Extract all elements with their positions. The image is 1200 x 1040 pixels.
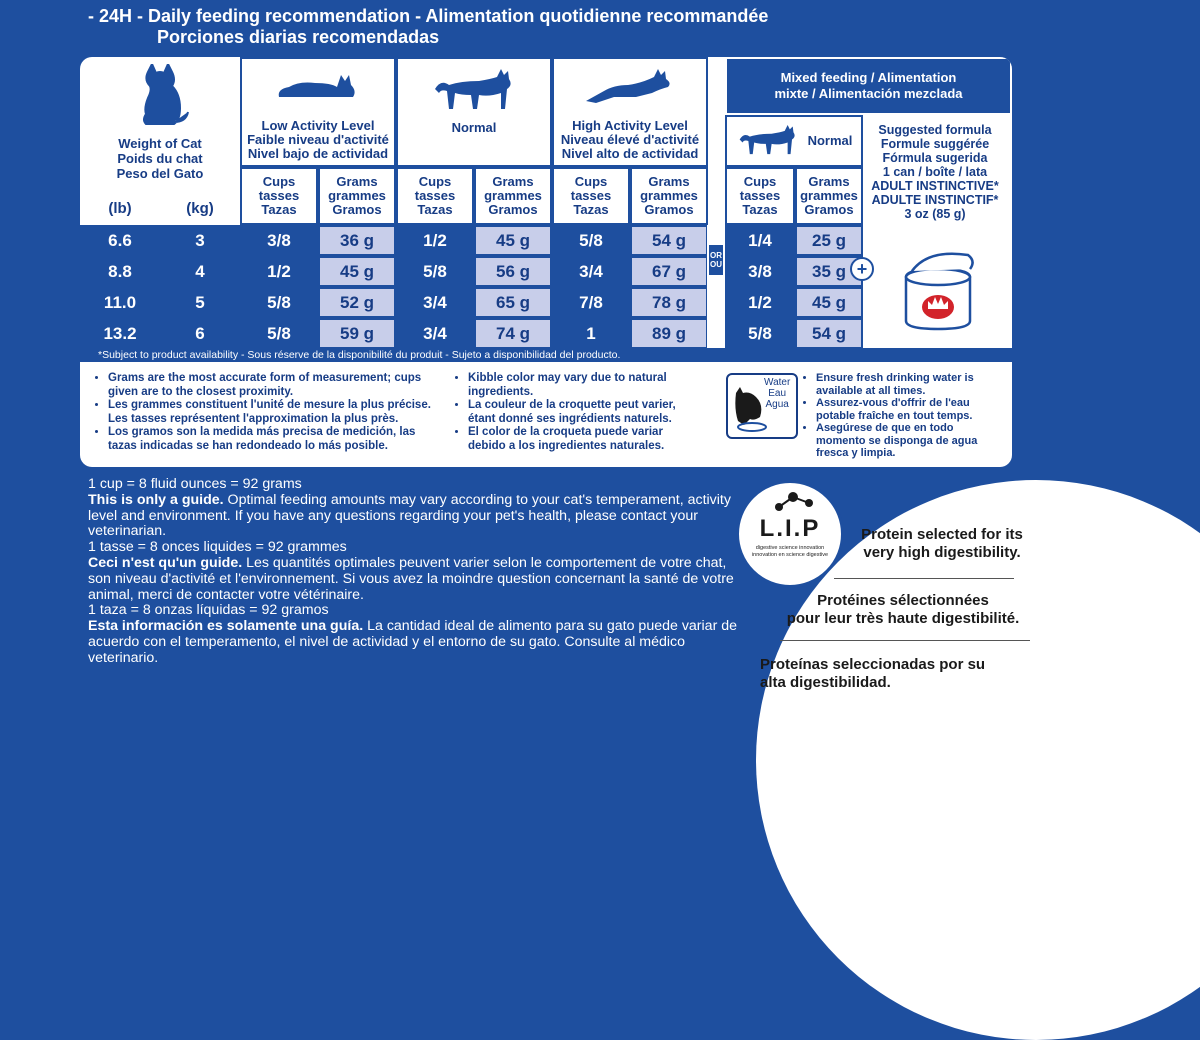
- guide-paragraph-fr: [88, 556, 748, 603]
- normal-activity-label: Normal: [451, 120, 497, 135]
- mixed-grams-cell: 35 g: [795, 256, 863, 287]
- weight-header-es: Peso del Gato: [116, 166, 204, 181]
- normal-grams-header: [474, 167, 552, 225]
- note-item: • Los gramos son la medida más precisa de medición, las tazas indicadas se han redondeado lo más posible.: [108, 426, 446, 453]
- mixed-normal-label: Normal: [807, 133, 853, 148]
- water-box: [726, 373, 798, 439]
- walking-cat-icon: [431, 69, 517, 113]
- mixed-grams-header: [795, 167, 863, 225]
- mixed-cups-cell: 5/8: [748, 323, 772, 343]
- note-item: • Assurez-vous d'offrir de l'eau potable fraîche en tout temps.: [816, 397, 1000, 422]
- guide-paragraph-en: [88, 493, 748, 540]
- high-grams-cell: 67 g: [630, 256, 708, 287]
- cups-label-en: Cups: [574, 174, 608, 189]
- suggested-formula: [866, 123, 1004, 221]
- mixed-grams-cell: 45 g: [795, 287, 863, 318]
- guide-measure-fr: 1 tasse = 8 onces liquides = 92 grammes: [88, 539, 347, 556]
- protein-en-line-1: Protein selected for its: [861, 526, 1023, 543]
- protein-fr-line-1: Protéines sélectionnées: [817, 592, 989, 609]
- plus-icon: +: [850, 257, 874, 281]
- cups-label-fr: tasses: [570, 188, 612, 203]
- guide-measure-es: 1 taza = 8 onzas líquidas = 92 gramos: [88, 602, 329, 619]
- weight-kg-cell: 3: [195, 230, 205, 250]
- suggested-line-2: Formule suggérée: [880, 137, 990, 151]
- mixed-cups-cell: 1/4: [748, 230, 772, 250]
- lip-logo-sub-fr: innovation en science digestive: [751, 552, 829, 558]
- sitting-cat-icon: [130, 64, 190, 126]
- protein-text-es: [760, 656, 1020, 692]
- grams-label-fr: grammes: [328, 188, 386, 203]
- high-cups-cell: 7/8: [579, 292, 603, 312]
- low-grams-cell: 59 g: [318, 318, 396, 349]
- high-cups-cell: 5/8: [579, 230, 603, 250]
- guide-bold-es: Esta información es solamente una guía.: [88, 618, 364, 635]
- high-cups-header: [552, 167, 630, 225]
- cups-label-en: Cups: [262, 174, 296, 189]
- normal-grams-cell: 65 g: [474, 287, 552, 318]
- high-activity-es: Nivel alto de actividad: [561, 146, 699, 161]
- suggested-line-4: 1 can / boîte / lata: [882, 165, 988, 179]
- guide-measure-en: 1 cup = 8 fluid ounces = 92 grams: [88, 476, 302, 492]
- or-label: [709, 245, 723, 275]
- grams-label-es: Gramos: [644, 202, 694, 217]
- protein-text-fr: [770, 592, 1036, 628]
- cups-label-fr: tasses: [258, 188, 300, 203]
- low-cups-cell: 3/8: [267, 230, 291, 250]
- low-activity-fr: Faible niveau d'activité: [247, 132, 389, 147]
- normal-cups-cell: 1/2: [423, 230, 447, 250]
- weight-lb-cell: 6.6: [108, 230, 132, 250]
- high-activity-header: [552, 57, 708, 167]
- walking-cat-icon: [736, 125, 800, 157]
- divider-line: [834, 578, 1014, 579]
- normal-grams-cell: 74 g: [474, 318, 552, 349]
- or-divider: [707, 225, 725, 349]
- notes-column-3: [804, 372, 1000, 460]
- high-cups-cell: 3/4: [579, 261, 603, 281]
- low-grams-cell: 45 g: [318, 256, 396, 287]
- low-grams-header: [318, 167, 396, 225]
- guide-text-es: La cantidad ideal de alimento para su gato puede variar de acuerdo con el temperamento, el nivel de actividad y el entorno de su gato. Consulte al médico veterinario.: [88, 618, 738, 666]
- guide-paragraph-es: [88, 619, 748, 666]
- low-cups-cell: 5/8: [267, 292, 291, 312]
- low-activity-en: Low Activity Level: [261, 118, 375, 133]
- protein-en-line-2: very high digestibility.: [863, 544, 1021, 561]
- guide-text-fr: Les quantités optimales peuvent varier selon le comportement de votre chat, son niveau d'activité et l'environnement. Si vous avez la moindre question concernant la santé de votre animal, merci de contacter votre vétérinaire.: [88, 554, 734, 603]
- mixed-normal-header: [725, 115, 863, 167]
- cups-label-en: Cups: [743, 174, 777, 189]
- suggested-line-1: Suggested formula: [878, 123, 992, 137]
- divider-line: [780, 640, 1030, 641]
- note-item: • Grams are the most accurate form of measurement; cups given are to the closest proximity.: [108, 372, 446, 399]
- or-label-fr: OU: [710, 260, 722, 269]
- cups-label-es: Tazas: [742, 202, 778, 217]
- weight-kg-cell: 4: [195, 261, 205, 281]
- high-activity-fr: Niveau élevé d'activité: [560, 132, 700, 147]
- availability-footnote: *Subject to product availability - Sous réserve de la disponibilité du produit - Sujeto a disponibilidad del producto.: [80, 348, 1012, 362]
- note-item: • El color de la croqueta puede variar debido a los ingredientes naturales.: [468, 426, 686, 453]
- mixed-grams-cell: 25 g: [795, 225, 863, 256]
- low-grams-cell: 36 g: [318, 225, 396, 256]
- weight-header-fr: Poids du chat: [117, 151, 203, 166]
- notes-column-2: [456, 372, 686, 453]
- suggested-line-5: ADULT INSTINCTIVE*: [871, 179, 999, 193]
- weight-kg-cell: 5: [195, 292, 205, 312]
- guide-bold-en: This is only a guide.: [88, 491, 224, 508]
- normal-cups-cell: 5/8: [423, 261, 447, 281]
- guide-bold-fr: Ceci n'est qu'un guide.: [88, 554, 243, 571]
- notes-column-1: [96, 372, 446, 453]
- cups-label-es: Tazas: [573, 202, 609, 217]
- water-label-en: Water: [764, 377, 791, 388]
- weight-lb-cell: 11.0: [103, 292, 137, 312]
- mixed-cups-cell: 1/2: [748, 292, 772, 312]
- unit-kg: (kg): [186, 199, 214, 217]
- low-activity-header: [240, 57, 396, 167]
- mixed-cups-header: [725, 167, 795, 225]
- low-activity-es: Nivel bajo de actividad: [247, 146, 389, 161]
- note-item: • Les grammes constituent l'unité de mesure la plus précise. Les tasses représentent l'approximation la plus près.: [108, 399, 446, 426]
- high-grams-cell: 54 g: [630, 225, 708, 256]
- protein-es-line-2: alta digestibilidad.: [760, 674, 891, 691]
- royal-canin-crown-icon: [922, 295, 954, 319]
- high-grams-header: [630, 167, 708, 225]
- low-cups-cell: 5/8: [267, 323, 291, 343]
- grams-label-fr: grammes: [800, 188, 858, 203]
- normal-grams-cell: 45 g: [474, 225, 552, 256]
- grams-label-es: Gramos: [332, 202, 382, 217]
- mixed-grams-cell: 54 g: [795, 318, 863, 349]
- grams-label-en: Grams: [808, 174, 850, 189]
- note-item: • Kibble color may vary due to natural ingredients.: [468, 372, 686, 399]
- protein-text-en: [852, 526, 1032, 562]
- note-item: • Asegúrese de que en todo momento se disponga de agua fresca y limpia.: [816, 422, 1000, 460]
- grams-label-es: Gramos: [488, 202, 538, 217]
- feeding-table-panel: [80, 57, 1012, 467]
- grams-label-en: Grams: [492, 174, 534, 189]
- or-label-en: OR: [710, 251, 722, 260]
- unit-lb: (lb): [108, 199, 132, 217]
- high-cups-cell: 1: [586, 323, 596, 343]
- lip-logo-sub-en: digestive science innovation: [755, 545, 825, 551]
- high-grams-cell: 78 g: [630, 287, 708, 318]
- note-item: • Ensure fresh drinking water is available at all times.: [816, 372, 1000, 397]
- weight-header-en: Weight of Cat: [118, 136, 202, 151]
- cups-label-es: Tazas: [261, 202, 297, 217]
- grams-label-es: Gramos: [804, 202, 854, 217]
- cups-label-fr: tasses: [414, 188, 456, 203]
- lying-cat-icon: [275, 67, 361, 101]
- lip-logo-badge: [736, 480, 844, 588]
- water-label-fr: Eau: [768, 388, 787, 399]
- suggested-line-3: Fórmula sugerida: [882, 151, 988, 165]
- mixed-feeding-header: [725, 57, 1012, 115]
- grams-label-en: Grams: [648, 174, 690, 189]
- wet-food-can-icon: [898, 247, 978, 337]
- weight-kg-cell: 6: [195, 323, 205, 343]
- high-grams-cell: 89 g: [630, 318, 708, 349]
- mixed-header-line-1: Mixed feeding / Alimentation: [780, 70, 957, 85]
- high-activity-en: High Activity Level: [572, 118, 688, 133]
- heading-line-1: - 24H - Daily feeding recommendation - Alimentation quotidienne recommandée: [88, 6, 769, 26]
- protein-es-line-1: Proteínas seleccionadas por su: [760, 656, 986, 673]
- leaping-cat-icon: [584, 67, 676, 105]
- guide-text-en: Optimal feeding amounts may vary according to your cat's temperament, activity level and environment. If you have any questions regarding your pet's health, please contact your veterinarian.: [88, 491, 731, 540]
- weight-lb-cell: 13.2: [103, 323, 137, 343]
- mixed-cups-cell: 3/8: [748, 261, 772, 281]
- normal-cups-cell: 3/4: [423, 323, 447, 343]
- low-cups-header: [240, 167, 318, 225]
- molecule-icon: [773, 489, 817, 513]
- low-cups-cell: 1/2: [267, 261, 291, 281]
- lip-logo-text: L.I.P: [759, 515, 821, 542]
- suggested-line-6: ADULTE INSTINCTIF*: [871, 193, 999, 207]
- grams-label-en: Grams: [336, 174, 378, 189]
- suggested-line-7: 3 oz (85 g): [904, 207, 966, 221]
- normal-cups-cell: 3/4: [423, 292, 447, 312]
- mixed-header-line-2: mixte / Alimentación mezclada: [774, 86, 963, 101]
- cat-drinking-icon: [730, 385, 768, 435]
- heading-line-2: Porciones diarias recomendadas: [157, 27, 440, 47]
- cups-label-es: Tazas: [417, 202, 453, 217]
- note-item: • La couleur de la croquette peut varier, étant donné ses ingrédients naturels.: [468, 399, 686, 426]
- cups-label-fr: tasses: [739, 188, 781, 203]
- water-label-es: Agua: [765, 399, 789, 410]
- normal-cups-header: [396, 167, 474, 225]
- normal-grams-cell: 56 g: [474, 256, 552, 287]
- grams-label-fr: grammes: [484, 188, 542, 203]
- normal-activity-header: [396, 57, 552, 167]
- feeding-guide-text: [88, 477, 748, 667]
- page-heading: [88, 6, 768, 48]
- low-grams-cell: 52 g: [318, 287, 396, 318]
- grams-label-fr: grammes: [640, 188, 698, 203]
- cups-label-en: Cups: [418, 174, 452, 189]
- weight-header: [80, 57, 240, 191]
- protein-fr-line-2: pour leur très haute digestibilité.: [786, 610, 1020, 627]
- weight-lb-cell: 8.8: [108, 261, 132, 281]
